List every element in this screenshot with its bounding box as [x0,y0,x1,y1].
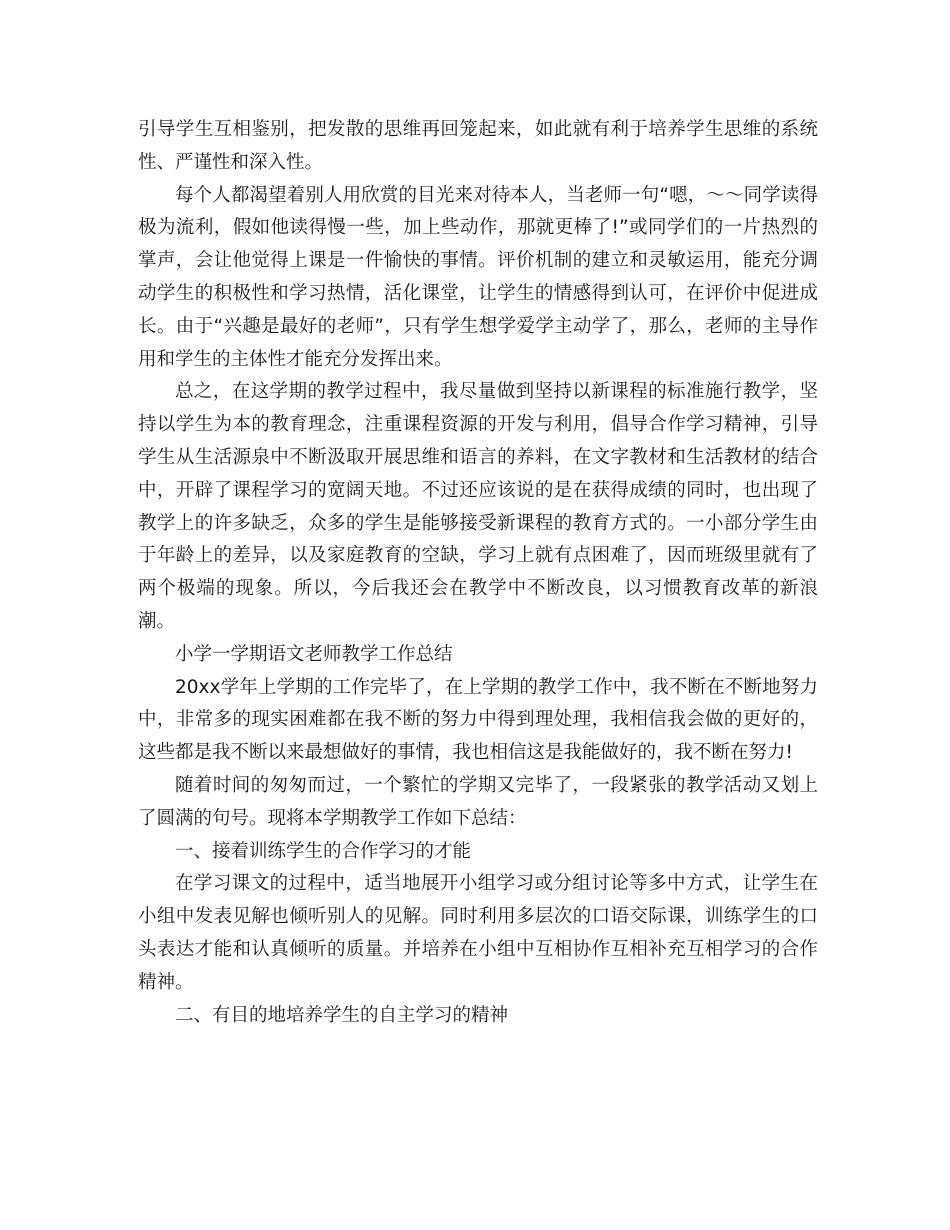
paragraph-item-one: 在学习课文的过程中，适当地展开小组学习或分组讨论等多中方式，让学生在小组中发表见解也倾听别人的见解。同时利用多层次的口语交际课，训练学生的口头表达才能和认真倾听的质量。并培养在小组中互相协作互相补充互相学习的合作精神。 [138,873,818,993]
heading-item-one: 一、接着训练学生的合作学习的才能 [175,840,472,862]
paragraph-evaluation: 每个人都渴望着别人用欣赏的目光来对待本人，当老师一句“嗯，～～同学读得极为流利，假如他读得慢一些，加上些动作，那就更棒了!”或同学们的一片热烈的掌声，会让他觉得上课是一件愉快的事情。评价机制的建立和灵敏运用，能充分调动学生的积极性和学习热情，活化课堂，让学生的情感得到认可，在评价中促进成长。由于“兴趣是最好的老师”，只有学生想学爱学主动学了，那么，老师的主导作用和学生的主体性才能充分发挥出来。 [138,184,818,370]
paragraph-summary-lead: 随着时间的匆匆而过，一个繁忙的学期又完毕了，一段紧张的教学活动又划上了圆满的句号。现将本学期教学工作如下总结： [138,774,818,829]
document-body [138,114,818,1032]
section-title: 小学一学期语文老师教学工作总结 [175,643,453,665]
heading-item-two: 二、有目的地培养学生的自主学习的精神 [175,1004,509,1026]
paragraph-continuation: 引导学生互相鉴别，把发散的思维再回笼起来，如此就有利于培养学生思维的系统性、严谨性和深入性。 [138,119,818,173]
paragraph-conclusion: 总之，在这学期的教学过程中，我尽量做到坚持以新课程的标准施行教学，坚持以学生为本的教育理念，注重课程资源的开发与利用，倡导合作学习精神，引导学生从生活源泉中不断汲取开展思维和语言的养料，在文字教材和生活教材的结合中，开辟了课程学习的宽阔天地。不过还应该说的是在获得成绩的同时，也出现了教学上的许多缺乏，众多的学生是能够接受新课程的教育方式的。一小部分学生由于年龄上的差异，以及家庭教育的空缺，学习上就有点困难了，因而班级里就有了两个极端的现象。所以，今后我还会在教学中不断改良，以习惯教育改革的新浪潮。 [138,381,818,632]
paragraph-intro: 20xx学年上学期的工作完毕了，在上学期的教学工作中，我不断在不断地努力中，非常多的现实困难都在我不断的努力中得到理处理，我相信我会做的更好的，这些都是我不断以来最想做好的事情，我也相信这是我能做好的，我不断在努力! [138,676,818,764]
